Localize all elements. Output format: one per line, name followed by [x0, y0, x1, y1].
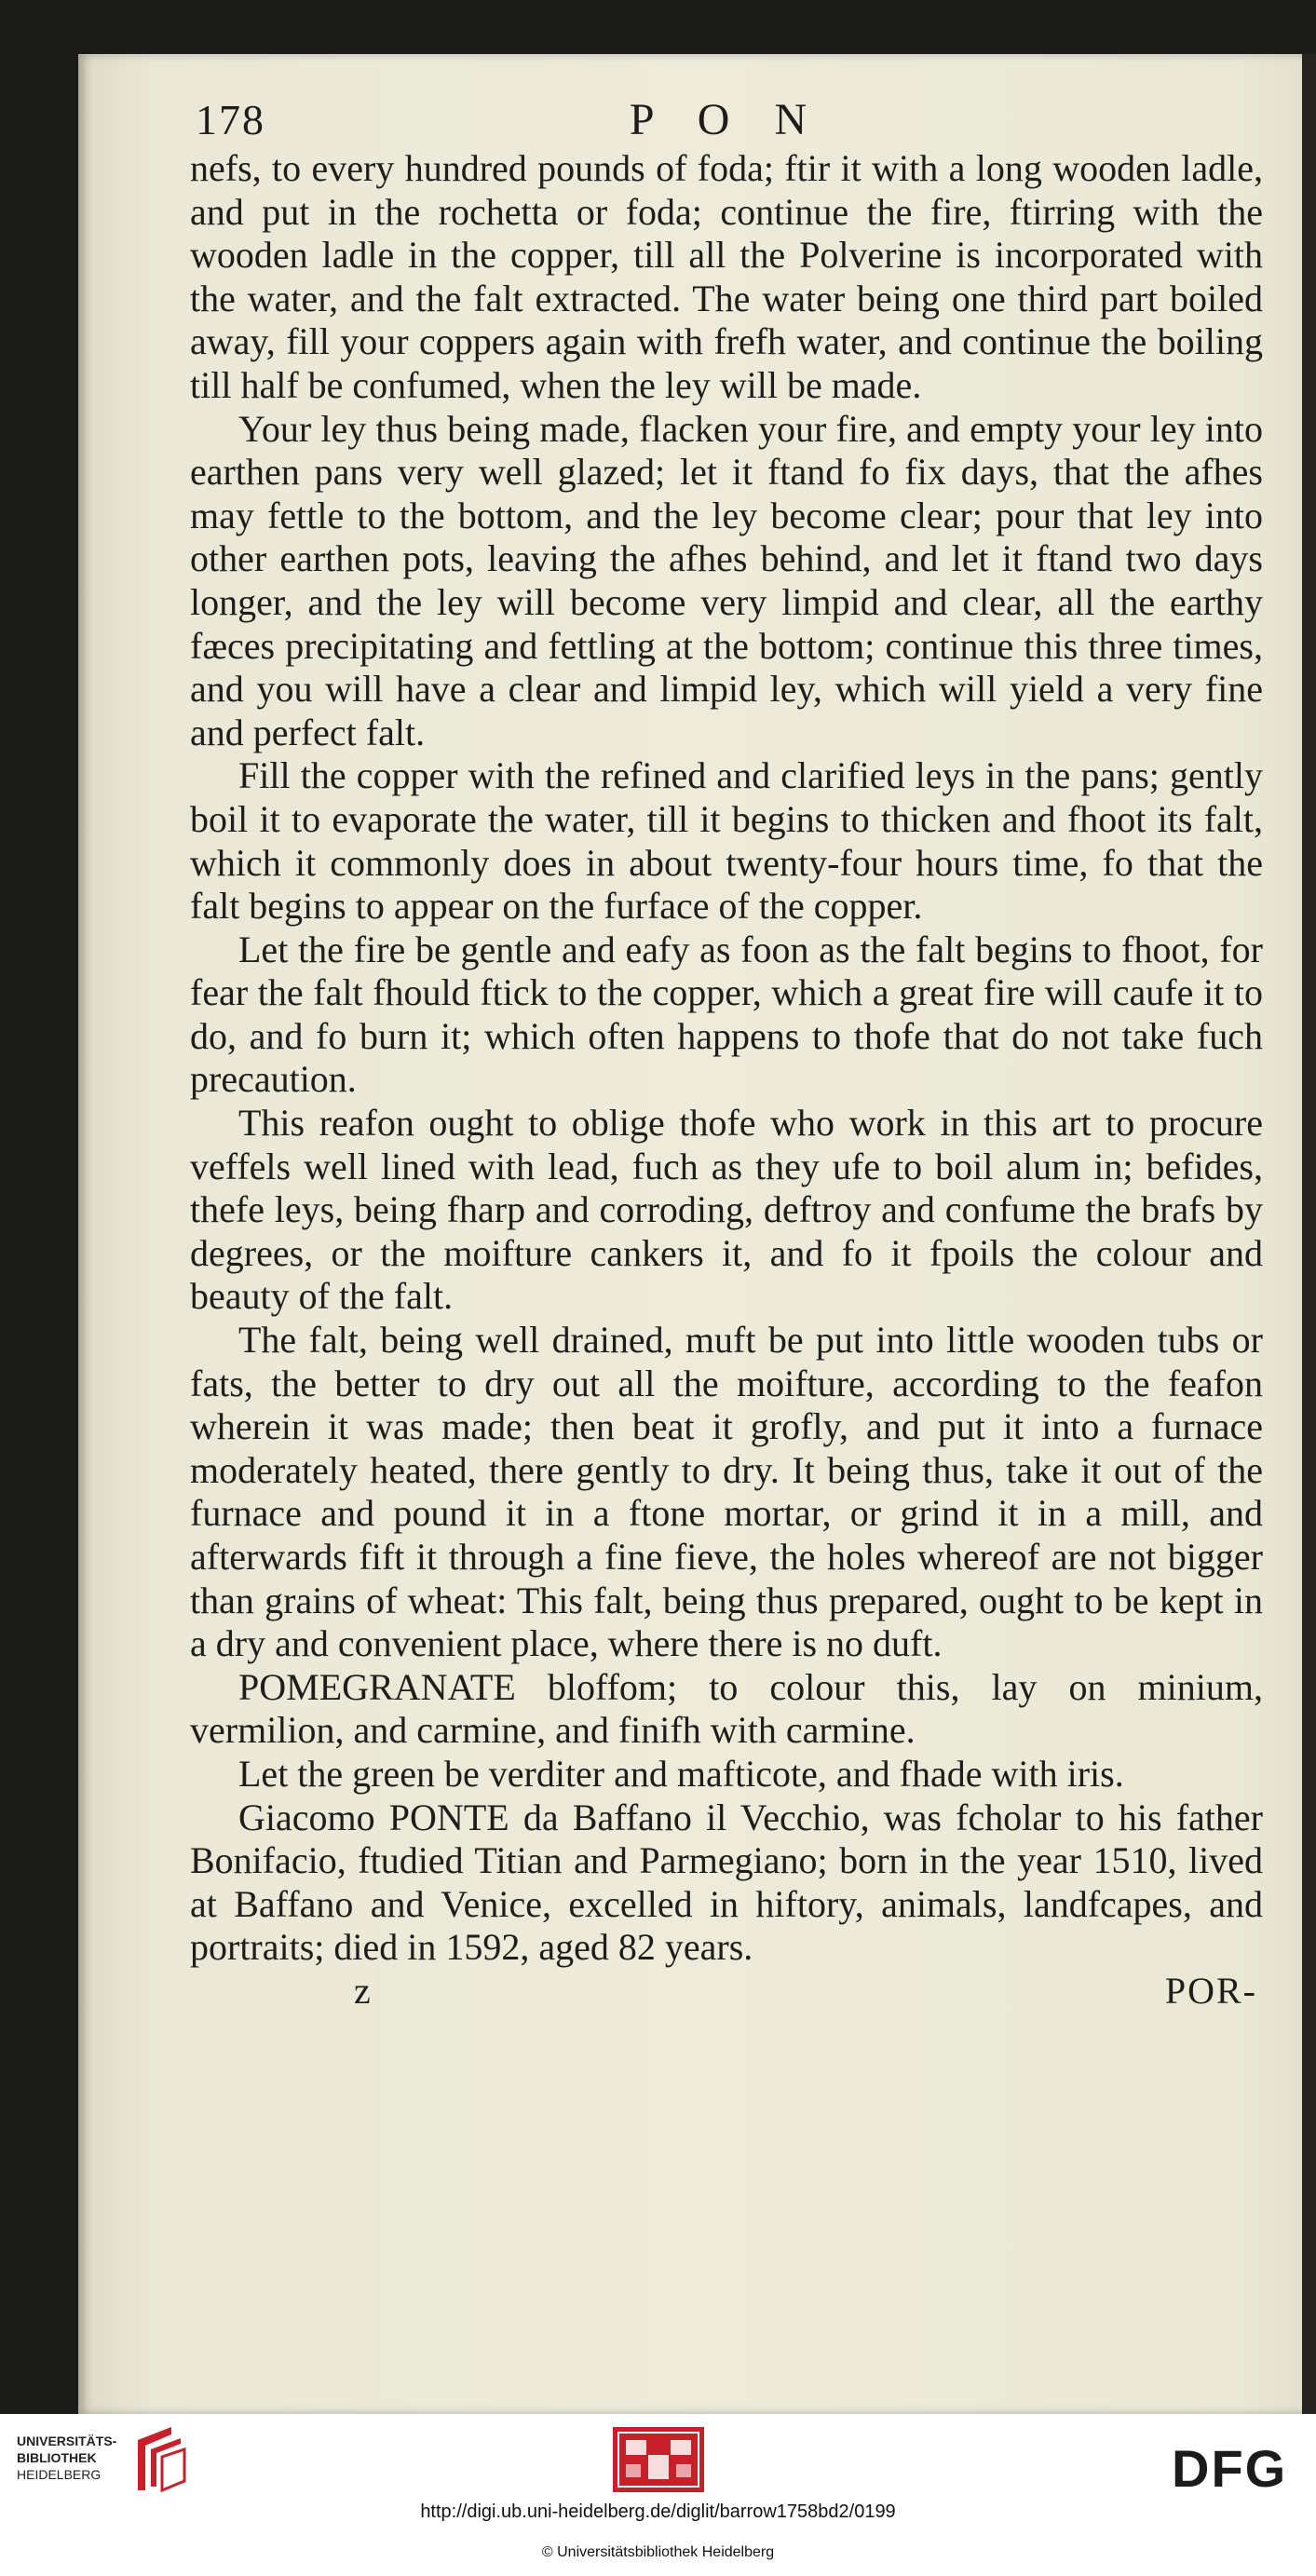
paragraph: nefs, to every hundred pounds of foda; ftir it with a long wooden ladle, and put in the rochetta or foda; continue the fire, ftirring with the wooden ladle in the copper, till all the Polverine is incorporated with the water, and the falt extracted. The water being one third part boiled away, fill your coppers again with frefh water, and continue the boiling till half be confumed, when the ley will be made. [190, 147, 1263, 406]
paragraph: POMEGRANATE bloffom; to colour this, lay on minium, vermilion, and carmine, and finifh with carmine. [190, 1665, 1263, 1752]
paragraph: Your ley thus being made, flacken your fire, and empty your ley into earthen pans very well glazed; let it ftand fo fix days, that the afhes may fettle to the bottom, and the ley become clear; pour that ley into other earthen pots, leaving the afhes behind, and let it ftand two days longer, and the ley will become very limpid and clear, all the earthy fæces precipitating and fettling at the bottom; continue this three times, and you will have a clear and limpid ley, which will yield a very fine and perfect falt. [190, 407, 1263, 753]
paragraph: This reafon ought to oblige thofe who work in this art to procure veffels well lined with lead, fuch as they ufe to boil alum in; befides, thefe leys, being fharp and corroding, deftroy and confume the brafs by degrees, or the moifture cankers it, and fo it fpoils the colour and beauty of the falt. [190, 1102, 1263, 1318]
paragraph: Fill the copper with the refined and clarified leys in the pans; gently boil it to evaporate the water, till it begins to thicken and fhoot its falt, which it commonly does in about twenty-four hours time, fo that the falt begins to appear on the furface of the copper. [190, 754, 1263, 928]
seal-logo-icon [613, 2427, 704, 2492]
paragraph: The falt, being well drained, muft be put into little wooden tubs or fats, the better to dry out all the moifture, according to the feafon wherein it was made; then beat it grofly, and put it into a furnace moderately heated, there gently to dry. It being thus, take it out of the furnace and pound it in a ftone mortar, or grind it in a mill, and afterwards fift it through a fine fieve, the holes whereof are not bigger than grains of wheat: This falt, being thus prepared, ought to be kept in a dry and convenient place, where there is no duft. [190, 1319, 1263, 1665]
paragraph: Let the green be verditer and mafticote, and fhade with iris. [238, 1752, 1124, 1795]
page-text [190, 93, 1263, 2013]
funder-logo[interactable]: DFG [1172, 2439, 1288, 2498]
library-name-line: BIBLIOTHEK [17, 2450, 97, 2465]
paragraph: Let the fire be gentle and eafy as foon as the falt begins to fhoot, for fear the falt fhould ftick to the copper, which a great fire will caufe it to do, and fo burn it; which often happens to thofe that do not take fuch precaution. [190, 928, 1263, 1101]
catchword: POR- [1164, 1969, 1257, 2012]
paragraph: Giacomo PONTE da Baffano il Vecchio, was fcholar to his father Bonifacio, ftudied Titian and Parmegiano; born in the year 1510, lived at Baffano and Venice, excelled in hiftory, animals, landfcapes, and portraits; died in 1592, aged 82 years. [190, 1796, 1263, 1969]
page-number: 178 [196, 96, 265, 143]
running-head: P O N [629, 95, 824, 144]
page-edge-shadow [1302, 54, 1316, 2414]
library-name[interactable] [17, 2433, 116, 2483]
page-footer [190, 1970, 1263, 2013]
library-logo-icon [130, 2425, 186, 2494]
permalink[interactable]: http://digi.ub.uni-heidelberg.de/diglit/barrow1758bd2/0199 [420, 2501, 896, 2522]
library-name-line: UNIVERSITÄTS- [17, 2434, 117, 2448]
signature-mark: z [354, 1969, 371, 2012]
library-name-line: HEIDELBERG [17, 2467, 102, 2482]
page-header [190, 93, 1263, 147]
copyright-notice: © Universitätsbibliothek Heidelberg [541, 2544, 775, 2560]
